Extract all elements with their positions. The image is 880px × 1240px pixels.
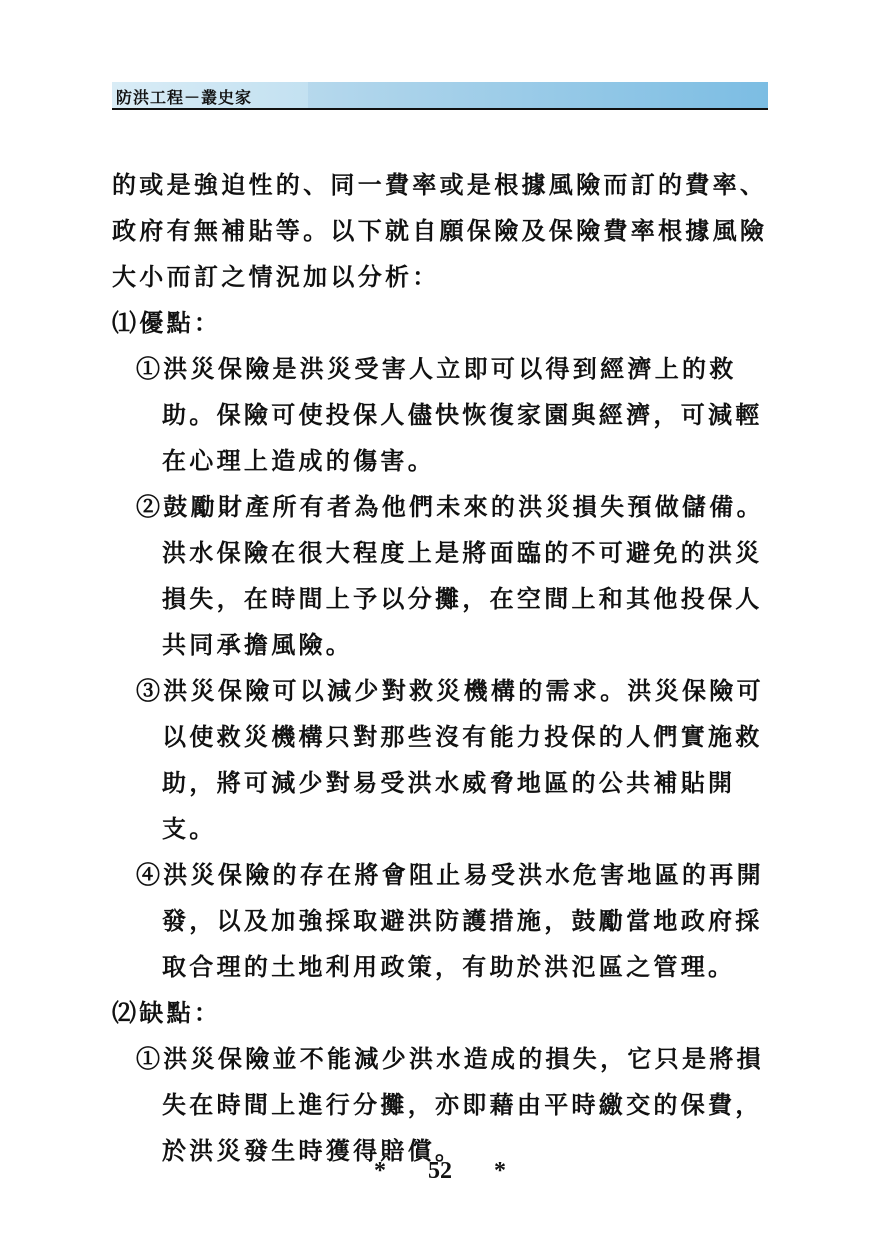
advantage-item-2: ②鼓勵財產所有者為他們未來的洪災損失預做儲備。洪水保險在很大程度上是將面臨的不可避免的洪災損失，在時間上予以分攤，在空間上和其他投保人共同承擔風險。: [136, 492, 764, 659]
intro-paragraph: 的或是強迫性的、同一費率或是根據風險而訂的費率、政府有無補貼等。以下就自願保險及保險費率根據風險大小而訂之情況加以分析：: [112, 170, 768, 291]
footer-left-mark: *: [374, 1158, 386, 1184]
running-header-title: 防洪工程－叢史家: [116, 88, 253, 107]
page-number: 52: [428, 1158, 452, 1184]
header-rule: [112, 108, 768, 110]
page-body: [112, 162, 772, 1174]
header-band: [112, 82, 768, 108]
advantage-item-4: ④洪災保險的存在將會阻止易受洪水危害地區的再開發，以及加強採取避洪防護措施，鼓勵當地政府採取合理的土地利用政策，有助於洪氾區之管理。: [136, 860, 764, 981]
page-footer: [0, 1158, 880, 1185]
advantages-heading: ⑴優點：: [112, 308, 222, 337]
advantage-item-3: ③洪災保險可以減少對救災機構的需求。洪災保險可以使救災機構只對那些沒有能力投保的人們實施救助，將可減少對易受洪水威脅地區的公共補貼開支。: [136, 676, 764, 843]
advantage-item-1: ①洪災保險是洪災受害人立即可以得到經濟上的救助。保險可使投保人儘快恢復家園與經濟，可減輕在心理上造成的傷害。: [136, 354, 763, 475]
footer-right-mark: *: [494, 1158, 506, 1184]
disadvantage-item-1: ①洪災保險並不能減少洪水造成的損失，它只是將損失在時間上進行分攤，亦即藉由平時繳交的保費，於洪災發生時獲得賠償。: [136, 1044, 764, 1165]
disadvantages-heading: ⑵缺點：: [112, 998, 222, 1027]
